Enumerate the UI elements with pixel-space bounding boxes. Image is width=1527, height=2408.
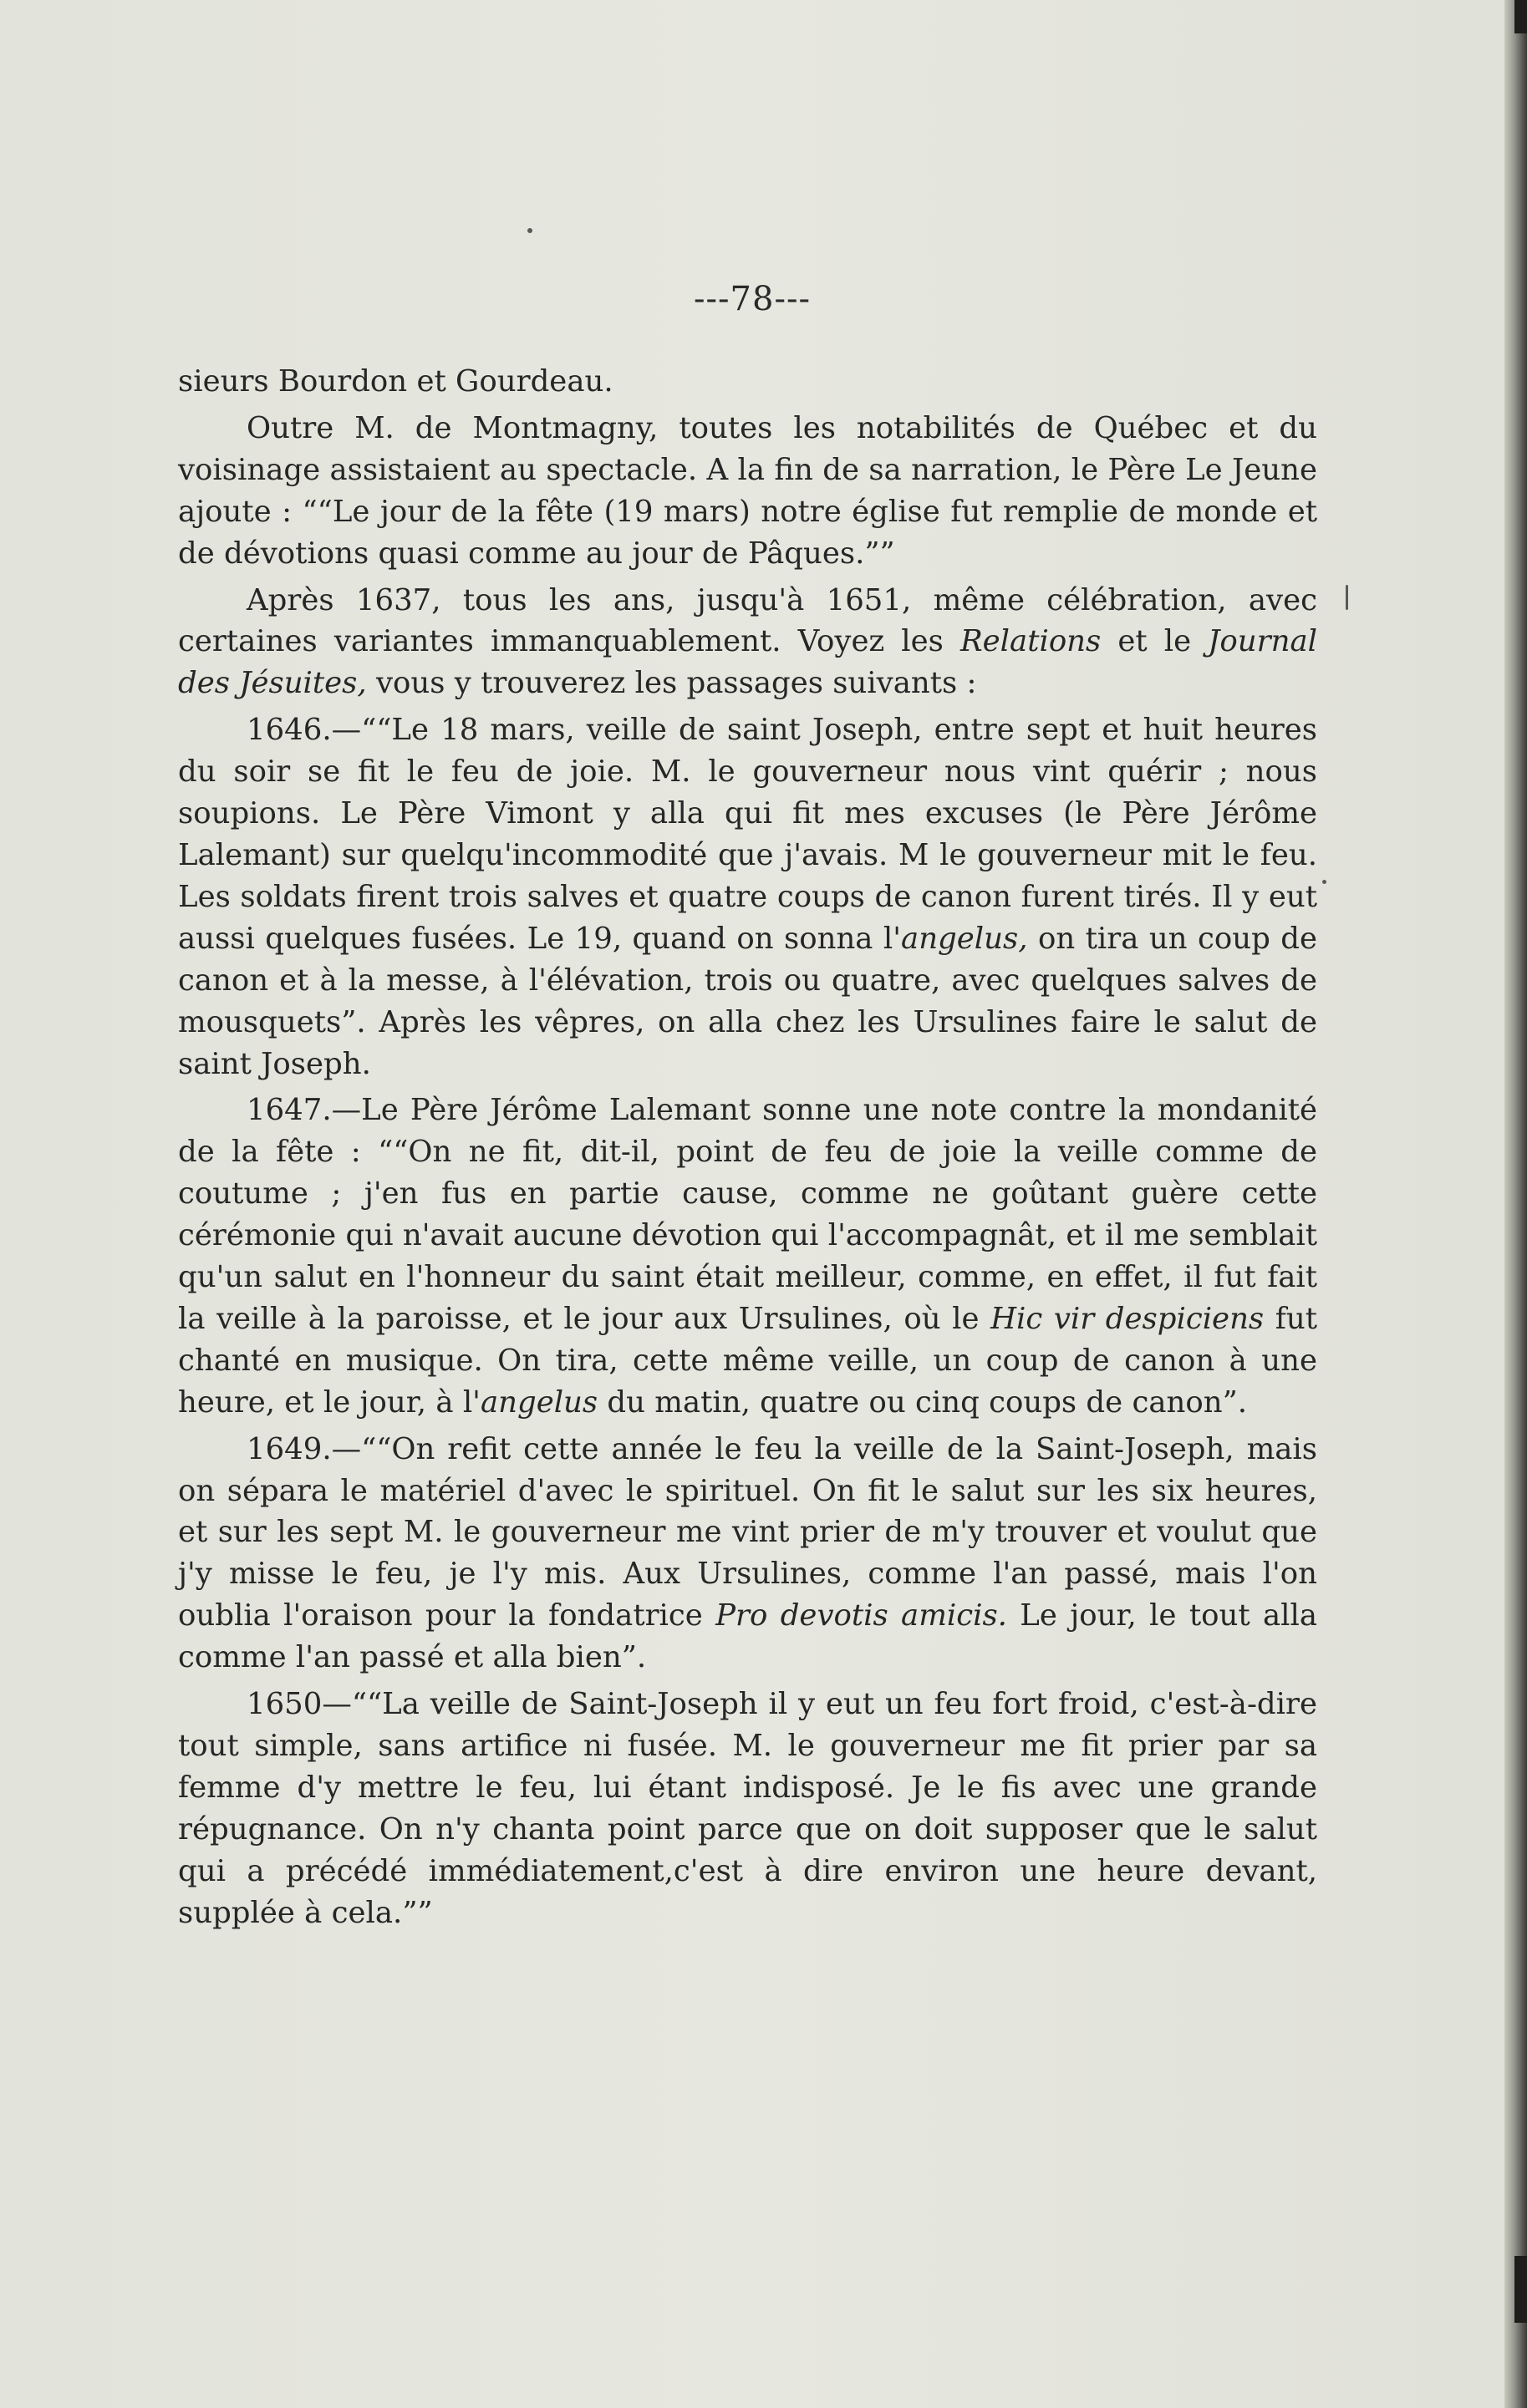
- page-number: ---78---: [694, 280, 811, 318]
- binding-mark: [1514, 2256, 1527, 2323]
- paper-speck: [1322, 880, 1326, 884]
- text-run: fut chanté en musique. On tira, cette même veille, un coup de canon à une heure, et le jour, à l': [178, 1301, 1317, 1420]
- italic-text-run: angelus,: [901, 921, 1028, 956]
- italic-text-run: Journal des Jésuites,: [178, 624, 1317, 701]
- page-edge-shadow: [1504, 0, 1527, 2408]
- paragraph: [178, 361, 1317, 403]
- text-run: 1647.—Le Père Jérôme Lalemant sonne une note contre la mondanité de la fête : ““On ne fit, dit-il, point de feu de joie la veille comme de coutume ; j'en fus en partie cause, comme ne goûtant guère cette cérémonie qui n'avait aucune dévotion qui l'accompagnât, et il me semblait qu'un salut en l'honneur du saint était meilleur, comme, en effet, il fut fait la veille à la paroisse, et le jour aux Ursulines, où le: [178, 1093, 1317, 1336]
- paragraph: [178, 709, 1317, 1085]
- text-run: 1649.—““On refit cette année le feu la veille de la Saint-Joseph, mais on sépara le matériel d'avec le spirituel. On fit le salut sur les six heures, et sur les sept M. le gouverneur me vint prier de m'y trouver et voulut que j'y misse le feu, je l'y mis. Aux Ursulines, comme l'an passé, mais l'on oublia l'oraison pour la fondatrice: [178, 1431, 1317, 1633]
- italic-text-run: Relations: [959, 624, 1102, 659]
- text-run: vous y trouverez les passages suivants :: [366, 666, 977, 701]
- text-run: Après 1637, tous les ans, jusqu'à 1651, même célébration, avec certaines variantes immanquablement. Voyez les: [178, 582, 1317, 659]
- text-run: du matin, quatre ou cinq coups de canon”.: [598, 1384, 1248, 1420]
- paper-speck: [1346, 585, 1348, 610]
- paragraph: [178, 580, 1317, 705]
- text-run: et le: [1101, 624, 1209, 659]
- body-text: [178, 361, 1317, 1939]
- italic-text-run: Hic vir despiciens: [990, 1301, 1265, 1336]
- text-run: 1650—““La veille de Saint-Joseph il y eut un feu fort froid, c'est-à-dire tout simple, sans artifice ni fusée. M. le gouverneur me fit prier par sa femme d'y mettre le feu, lui étant indisposé. Je le fis avec une grande répugnance. On n'y chanta point parce que on doit supposer que le salut qui a précédé immédiatement,c'est à dire environ une heure devant, supplée à cela.””: [178, 1687, 1317, 1930]
- paper-speck: [527, 228, 532, 233]
- text-run: sieurs Bourdon et Gourdeau.: [178, 364, 613, 399]
- paragraph: [178, 408, 1317, 575]
- paragraph: [178, 1684, 1317, 1933]
- italic-text-run: angelus: [480, 1384, 598, 1420]
- binding-mark: [1514, 0, 1527, 33]
- text-run: on tira un coup de canon et à la messe, à l'élévation, trois ou quatre, avec quelques salves de mousquets”. Après les vêpres, on alla chez les Ursulines faire le salut de saint Joseph.: [178, 921, 1317, 1081]
- text-run: 1646.—““Le 18 mars, veille de saint Joseph, entre sept et huit heures du soir se fit le feu de joie. M. le gouverneur nous vint quérir ; nous soupions. Le Père Vimont y alla qui fit mes excuses (le Père Jérôme Lalemant) sur quelqu'incommodité que j'avais. M le gouverneur mit le feu. Les soldats firent trois salves et quatre coups de canon furent tirés. Il y eut aussi quelques fusées. Le 19, quand on sonna l': [178, 713, 1317, 956]
- paragraph: [178, 1090, 1317, 1423]
- italic-text-run: Pro devotis amicis.: [715, 1598, 1007, 1633]
- text-run: Le jour, le tout alla comme l'an passé et alla bien”.: [178, 1598, 1317, 1675]
- text-run: Outre M. de Montmagny, toutes les notabilités de Québec et du voisinage assistaient au spectacle. A la fin de sa narration, le Père Le Jeune ajoute : ““Le jour de la fête (19 mars) notre église fut remplie de monde et de dévotions quasi comme au jour de Pâques.””: [178, 410, 1317, 571]
- paragraph: [178, 1429, 1317, 1679]
